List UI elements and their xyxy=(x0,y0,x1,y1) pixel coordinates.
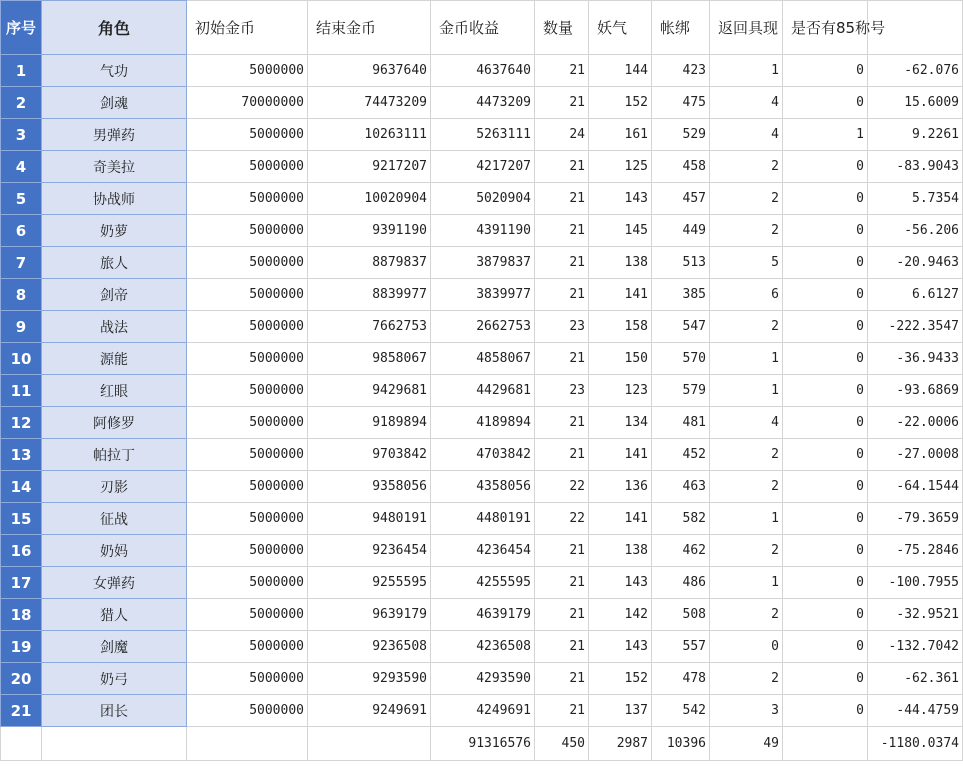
cell-value[interactable]: -22.0006 xyxy=(868,407,963,439)
cell-yaoqi[interactable]: 138 xyxy=(589,247,652,279)
cell-account-bound[interactable]: 449 xyxy=(652,215,710,247)
table-row xyxy=(1,503,963,535)
cell-has-85-title[interactable]: 0 xyxy=(783,55,868,87)
cell-role[interactable]: 征战 xyxy=(42,503,187,535)
table-row xyxy=(1,247,963,279)
table-row xyxy=(1,215,963,247)
total-yaoqi[interactable]: 2987 xyxy=(589,727,652,761)
cell-has-85-title[interactable]: 0 xyxy=(783,311,868,343)
cell-index[interactable]: 4 xyxy=(1,151,42,183)
cell-count[interactable]: 21 xyxy=(535,663,589,695)
cell-role[interactable]: 帕拉丁 xyxy=(42,439,187,471)
total-value[interactable]: -1180.0374 xyxy=(868,727,963,761)
cell-index[interactable]: 9 xyxy=(1,311,42,343)
header-count[interactable]: 数量 xyxy=(535,1,589,55)
cell-gold-profit[interactable]: 4358056 xyxy=(431,471,535,503)
cell-end-gold[interactable]: 7662753 xyxy=(308,311,431,343)
cell-return-item[interactable]: 2 xyxy=(710,215,783,247)
cell-has-85-title[interactable]: 0 xyxy=(783,279,868,311)
cell-count[interactable]: 24 xyxy=(535,119,589,151)
cell-value[interactable]: -132.7042 xyxy=(868,631,963,663)
cell-end-gold[interactable]: 8879837 xyxy=(308,247,431,279)
cell-initial-gold[interactable]: 5000000 xyxy=(187,631,308,663)
header-gold-profit[interactable]: 金币收益 xyxy=(431,1,535,55)
cell-yaoqi[interactable]: 161 xyxy=(589,119,652,151)
cell-end-gold[interactable]: 9236508 xyxy=(308,631,431,663)
cell-has-85-title[interactable]: 0 xyxy=(783,503,868,535)
cell-gold-profit[interactable]: 4236454 xyxy=(431,535,535,567)
cell-has-85-title[interactable]: 0 xyxy=(783,87,868,119)
cell-count[interactable]: 21 xyxy=(535,343,589,375)
cell-has-85-title[interactable]: 0 xyxy=(783,439,868,471)
cell-has-85-title[interactable]: 0 xyxy=(783,567,868,599)
cell-initial-gold[interactable]: 5000000 xyxy=(187,407,308,439)
header-index[interactable]: 序号 xyxy=(1,1,42,55)
cell-index[interactable]: 2 xyxy=(1,87,42,119)
cell-role[interactable]: 刃影 xyxy=(42,471,187,503)
cell-index[interactable]: 15 xyxy=(1,503,42,535)
cell-value[interactable]: -222.3547 xyxy=(868,311,963,343)
cell-gold-profit[interactable]: 4249691 xyxy=(431,695,535,727)
cell-count[interactable]: 21 xyxy=(535,55,589,87)
cell-gold-profit[interactable]: 4639179 xyxy=(431,599,535,631)
table-row xyxy=(1,151,963,183)
cell-return-item[interactable]: 1 xyxy=(710,343,783,375)
cell-return-item[interactable]: 2 xyxy=(710,151,783,183)
cell-initial-gold[interactable]: 5000000 xyxy=(187,599,308,631)
cell-initial-gold[interactable]: 5000000 xyxy=(187,151,308,183)
cell-end-gold[interactable]: 9637640 xyxy=(308,55,431,87)
cell-gold-profit[interactable]: 4189894 xyxy=(431,407,535,439)
cell-has-85-title[interactable]: 0 xyxy=(783,375,868,407)
cell-count[interactable]: 21 xyxy=(535,599,589,631)
cell-end-gold[interactable]: 9217207 xyxy=(308,151,431,183)
total-role[interactable] xyxy=(42,727,187,761)
cell-account-bound[interactable]: 423 xyxy=(652,55,710,87)
cell-initial-gold[interactable]: 5000000 xyxy=(187,343,308,375)
cell-index[interactable]: 19 xyxy=(1,631,42,663)
cell-count[interactable]: 22 xyxy=(535,471,589,503)
cell-gold-profit[interactable]: 4429681 xyxy=(431,375,535,407)
cell-has-85-title[interactable]: 0 xyxy=(783,471,868,503)
cell-gold-profit[interactable]: 5020904 xyxy=(431,183,535,215)
cell-role[interactable]: 团长 xyxy=(42,695,187,727)
cell-return-item[interactable]: 2 xyxy=(710,535,783,567)
cell-has-85-title[interactable]: 0 xyxy=(783,535,868,567)
cell-return-item[interactable]: 6 xyxy=(710,279,783,311)
cell-yaoqi[interactable]: 152 xyxy=(589,87,652,119)
cell-gold-profit[interactable]: 3879837 xyxy=(431,247,535,279)
header-end-gold[interactable]: 结束金币 xyxy=(308,1,431,55)
cell-value[interactable]: 6.6127 xyxy=(868,279,963,311)
cell-count[interactable]: 21 xyxy=(535,695,589,727)
cell-initial-gold[interactable]: 5000000 xyxy=(187,311,308,343)
cell-initial-gold[interactable]: 5000000 xyxy=(187,695,308,727)
cell-yaoqi[interactable]: 142 xyxy=(589,599,652,631)
table-row xyxy=(1,599,963,631)
cell-role[interactable]: 旅人 xyxy=(42,247,187,279)
cell-return-item[interactable]: 2 xyxy=(710,663,783,695)
cell-end-gold[interactable]: 9858067 xyxy=(308,343,431,375)
cell-end-gold[interactable]: 10263111 xyxy=(308,119,431,151)
cell-account-bound[interactable]: 542 xyxy=(652,695,710,727)
cell-account-bound[interactable]: 452 xyxy=(652,439,710,471)
cell-has-85-title[interactable]: 0 xyxy=(783,151,868,183)
header-initial-gold[interactable]: 初始金币 xyxy=(187,1,308,55)
table-row xyxy=(1,535,963,567)
cell-index[interactable]: 3 xyxy=(1,119,42,151)
cell-index[interactable]: 16 xyxy=(1,535,42,567)
cell-role[interactable]: 剑魔 xyxy=(42,631,187,663)
cell-yaoqi[interactable]: 138 xyxy=(589,535,652,567)
cell-yaoqi[interactable]: 152 xyxy=(589,663,652,695)
cell-index[interactable]: 10 xyxy=(1,343,42,375)
cell-gold-profit[interactable]: 4480191 xyxy=(431,503,535,535)
cell-initial-gold[interactable]: 5000000 xyxy=(187,567,308,599)
cell-role[interactable]: 猎人 xyxy=(42,599,187,631)
cell-role[interactable]: 剑帝 xyxy=(42,279,187,311)
cell-yaoqi[interactable]: 141 xyxy=(589,503,652,535)
cell-index[interactable]: 21 xyxy=(1,695,42,727)
cell-count[interactable]: 21 xyxy=(535,247,589,279)
cell-gold-profit[interactable]: 4217207 xyxy=(431,151,535,183)
cell-count[interactable]: 21 xyxy=(535,183,589,215)
cell-index[interactable]: 8 xyxy=(1,279,42,311)
cell-end-gold[interactable]: 74473209 xyxy=(308,87,431,119)
cell-yaoqi[interactable]: 143 xyxy=(589,567,652,599)
total-has-85-title[interactable] xyxy=(783,727,868,761)
cell-initial-gold[interactable]: 5000000 xyxy=(187,119,308,151)
cell-return-item[interactable]: 1 xyxy=(710,375,783,407)
cell-account-bound[interactable]: 570 xyxy=(652,343,710,375)
cell-initial-gold[interactable]: 5000000 xyxy=(187,247,308,279)
cell-count[interactable]: 21 xyxy=(535,151,589,183)
cell-account-bound[interactable]: 579 xyxy=(652,375,710,407)
total-return-item[interactable]: 49 xyxy=(710,727,783,761)
cell-account-bound[interactable]: 481 xyxy=(652,407,710,439)
cell-end-gold[interactable]: 9480191 xyxy=(308,503,431,535)
cell-value[interactable]: -56.206 xyxy=(868,215,963,247)
cell-return-item[interactable]: 5 xyxy=(710,247,783,279)
cell-return-item[interactable]: 1 xyxy=(710,567,783,599)
table-row xyxy=(1,55,963,87)
cell-role[interactable]: 男弹药 xyxy=(42,119,187,151)
cell-initial-gold[interactable]: 5000000 xyxy=(187,375,308,407)
cell-end-gold[interactable]: 8839977 xyxy=(308,279,431,311)
total-index[interactable] xyxy=(1,727,42,761)
cell-return-item[interactable]: 2 xyxy=(710,311,783,343)
cell-index[interactable]: 17 xyxy=(1,567,42,599)
cell-return-item[interactable]: 2 xyxy=(710,439,783,471)
cell-initial-gold[interactable]: 5000000 xyxy=(187,503,308,535)
cell-gold-profit[interactable]: 4255595 xyxy=(431,567,535,599)
cell-return-item[interactable]: 3 xyxy=(710,695,783,727)
cell-account-bound[interactable]: 462 xyxy=(652,535,710,567)
cell-role[interactable]: 奶萝 xyxy=(42,215,187,247)
cell-role[interactable]: 气功 xyxy=(42,55,187,87)
cell-gold-profit[interactable]: 3839977 xyxy=(431,279,535,311)
cell-account-bound[interactable]: 475 xyxy=(652,87,710,119)
cell-value[interactable]: -36.9433 xyxy=(868,343,963,375)
cell-end-gold[interactable]: 9293590 xyxy=(308,663,431,695)
cell-value[interactable]: 5.7354 xyxy=(868,183,963,215)
cell-initial-gold[interactable]: 5000000 xyxy=(187,279,308,311)
table-row xyxy=(1,567,963,599)
cell-account-bound[interactable]: 458 xyxy=(652,151,710,183)
cell-role[interactable]: 协战师 xyxy=(42,183,187,215)
cell-role[interactable]: 战法 xyxy=(42,311,187,343)
cell-return-item[interactable]: 4 xyxy=(710,119,783,151)
cell-return-item[interactable]: 4 xyxy=(710,407,783,439)
cell-index[interactable]: 18 xyxy=(1,599,42,631)
cell-gold-profit[interactable]: 4703842 xyxy=(431,439,535,471)
cell-role[interactable]: 源能 xyxy=(42,343,187,375)
cell-yaoqi[interactable]: 143 xyxy=(589,631,652,663)
cell-end-gold[interactable]: 9236454 xyxy=(308,535,431,567)
cell-yaoqi[interactable]: 134 xyxy=(589,407,652,439)
cell-account-bound[interactable]: 463 xyxy=(652,471,710,503)
table-row xyxy=(1,439,963,471)
cell-return-item[interactable]: 1 xyxy=(710,55,783,87)
cell-gold-profit[interactable]: 4858067 xyxy=(431,343,535,375)
cell-value[interactable]: -100.7955 xyxy=(868,567,963,599)
cell-yaoqi[interactable]: 141 xyxy=(589,279,652,311)
cell-count[interactable]: 21 xyxy=(535,631,589,663)
cell-yaoqi[interactable]: 125 xyxy=(589,151,652,183)
cell-account-bound[interactable]: 582 xyxy=(652,503,710,535)
cell-return-item[interactable]: 0 xyxy=(710,631,783,663)
cell-index[interactable]: 14 xyxy=(1,471,42,503)
header-has-85-title[interactable]: 是否有85称号 xyxy=(783,1,868,55)
cell-account-bound[interactable]: 457 xyxy=(652,183,710,215)
cell-return-item[interactable]: 2 xyxy=(710,599,783,631)
total-account-bound[interactable]: 10396 xyxy=(652,727,710,761)
cell-end-gold[interactable]: 9189894 xyxy=(308,407,431,439)
cell-account-bound[interactable]: 547 xyxy=(652,311,710,343)
cell-end-gold[interactable]: 9255595 xyxy=(308,567,431,599)
total-initial-gold[interactable] xyxy=(187,727,308,761)
cell-yaoqi[interactable]: 137 xyxy=(589,695,652,727)
header-yaoqi[interactable]: 妖气 xyxy=(589,1,652,55)
cell-value[interactable]: -83.9043 xyxy=(868,151,963,183)
cell-count[interactable]: 21 xyxy=(535,215,589,247)
header-return-item[interactable]: 返回具现 xyxy=(710,1,783,55)
cell-initial-gold[interactable]: 5000000 xyxy=(187,535,308,567)
table-row xyxy=(1,631,963,663)
header-account-bound[interactable]: 帐绑 xyxy=(652,1,710,55)
cell-has-85-title[interactable]: 0 xyxy=(783,215,868,247)
cell-initial-gold[interactable]: 5000000 xyxy=(187,439,308,471)
cell-yaoqi[interactable]: 150 xyxy=(589,343,652,375)
cell-index[interactable]: 5 xyxy=(1,183,42,215)
cell-has-85-title[interactable]: 0 xyxy=(783,183,868,215)
cell-yaoqi[interactable]: 136 xyxy=(589,471,652,503)
cell-gold-profit[interactable]: 4637640 xyxy=(431,55,535,87)
cell-yaoqi[interactable]: 144 xyxy=(589,55,652,87)
cell-return-item[interactable]: 2 xyxy=(710,471,783,503)
cell-role[interactable]: 奶弓 xyxy=(42,663,187,695)
total-end-gold[interactable] xyxy=(308,727,431,761)
cell-count[interactable]: 22 xyxy=(535,503,589,535)
cell-value[interactable]: -62.076 xyxy=(868,55,963,87)
cell-initial-gold[interactable]: 70000000 xyxy=(187,87,308,119)
cell-yaoqi[interactable]: 141 xyxy=(589,439,652,471)
header-role[interactable]: 角色 xyxy=(42,1,187,55)
cell-has-85-title[interactable]: 0 xyxy=(783,631,868,663)
cell-initial-gold[interactable]: 5000000 xyxy=(187,183,308,215)
table-row xyxy=(1,375,963,407)
cell-gold-profit[interactable]: 4293590 xyxy=(431,663,535,695)
cell-value[interactable]: -27.0008 xyxy=(868,439,963,471)
total-count[interactable]: 450 xyxy=(535,727,589,761)
table-row xyxy=(1,407,963,439)
cell-end-gold[interactable]: 9249691 xyxy=(308,695,431,727)
cell-value[interactable]: 15.6009 xyxy=(868,87,963,119)
cell-has-85-title[interactable]: 1 xyxy=(783,119,868,151)
table-row xyxy=(1,663,963,695)
cell-gold-profit[interactable]: 4391190 xyxy=(431,215,535,247)
cell-count[interactable]: 23 xyxy=(535,311,589,343)
cell-index[interactable]: 11 xyxy=(1,375,42,407)
table-row xyxy=(1,471,963,503)
cell-index[interactable]: 13 xyxy=(1,439,42,471)
cell-count[interactable]: 21 xyxy=(535,439,589,471)
cell-role[interactable]: 剑魂 xyxy=(42,87,187,119)
cell-gold-profit[interactable]: 5263111 xyxy=(431,119,535,151)
cell-value[interactable]: 9.2261 xyxy=(868,119,963,151)
cell-has-85-title[interactable]: 0 xyxy=(783,407,868,439)
cell-yaoqi[interactable]: 158 xyxy=(589,311,652,343)
cell-end-gold[interactable]: 9429681 xyxy=(308,375,431,407)
cell-has-85-title[interactable]: 0 xyxy=(783,663,868,695)
cell-index[interactable]: 6 xyxy=(1,215,42,247)
cell-has-85-title[interactable]: 0 xyxy=(783,343,868,375)
cell-value[interactable]: -93.6869 xyxy=(868,375,963,407)
cell-end-gold[interactable]: 9358056 xyxy=(308,471,431,503)
cell-value[interactable]: -62.361 xyxy=(868,663,963,695)
cell-yaoqi[interactable]: 145 xyxy=(589,215,652,247)
cell-return-item[interactable]: 1 xyxy=(710,503,783,535)
cell-count[interactable]: 23 xyxy=(535,375,589,407)
cell-index[interactable]: 12 xyxy=(1,407,42,439)
cell-role[interactable]: 奇美拉 xyxy=(42,151,187,183)
cell-account-bound[interactable]: 513 xyxy=(652,247,710,279)
cell-end-gold[interactable]: 10020904 xyxy=(308,183,431,215)
table-row xyxy=(1,183,963,215)
cell-value[interactable]: -32.9521 xyxy=(868,599,963,631)
total-gold-profit[interactable]: 91316576 xyxy=(431,727,535,761)
cell-end-gold[interactable]: 9391190 xyxy=(308,215,431,247)
cell-end-gold[interactable]: 9639179 xyxy=(308,599,431,631)
cell-count[interactable]: 21 xyxy=(535,407,589,439)
cell-yaoqi[interactable]: 143 xyxy=(589,183,652,215)
cell-account-bound[interactable]: 529 xyxy=(652,119,710,151)
cell-has-85-title[interactable]: 0 xyxy=(783,599,868,631)
cell-return-item[interactable]: 4 xyxy=(710,87,783,119)
cell-has-85-title[interactable]: 0 xyxy=(783,695,868,727)
cell-index[interactable]: 1 xyxy=(1,55,42,87)
cell-yaoqi[interactable]: 123 xyxy=(589,375,652,407)
cell-initial-gold[interactable]: 5000000 xyxy=(187,663,308,695)
cell-value[interactable]: -75.2846 xyxy=(868,535,963,567)
cell-initial-gold[interactable]: 5000000 xyxy=(187,215,308,247)
cell-account-bound[interactable]: 508 xyxy=(652,599,710,631)
cell-value[interactable]: -79.3659 xyxy=(868,503,963,535)
cell-value[interactable]: -44.4759 xyxy=(868,695,963,727)
header-row xyxy=(1,1,963,55)
cell-role[interactable]: 阿修罗 xyxy=(42,407,187,439)
cell-account-bound[interactable]: 557 xyxy=(652,631,710,663)
cell-value[interactable]: -20.9463 xyxy=(868,247,963,279)
cell-count[interactable]: 21 xyxy=(535,535,589,567)
table-row xyxy=(1,695,963,727)
cell-gold-profit[interactable]: 2662753 xyxy=(431,311,535,343)
table-row xyxy=(1,343,963,375)
cell-initial-gold[interactable]: 5000000 xyxy=(187,55,308,87)
cell-count[interactable]: 21 xyxy=(535,567,589,599)
cell-value[interactable]: -64.1544 xyxy=(868,471,963,503)
cell-initial-gold[interactable]: 5000000 xyxy=(187,471,308,503)
table-row xyxy=(1,87,963,119)
table-row xyxy=(1,279,963,311)
cell-has-85-title[interactable]: 0 xyxy=(783,247,868,279)
cell-count[interactable]: 21 xyxy=(535,87,589,119)
cell-account-bound[interactable]: 385 xyxy=(652,279,710,311)
cell-count[interactable]: 21 xyxy=(535,279,589,311)
cell-index[interactable]: 7 xyxy=(1,247,42,279)
cell-account-bound[interactable]: 486 xyxy=(652,567,710,599)
cell-role[interactable]: 奶妈 xyxy=(42,535,187,567)
cell-role[interactable]: 红眼 xyxy=(42,375,187,407)
cell-gold-profit[interactable]: 4473209 xyxy=(431,87,535,119)
table-row xyxy=(1,119,963,151)
cell-end-gold[interactable]: 9703842 xyxy=(308,439,431,471)
totals-row xyxy=(1,727,963,761)
table-row xyxy=(1,311,963,343)
cell-role[interactable]: 女弹药 xyxy=(42,567,187,599)
cell-return-item[interactable]: 2 xyxy=(710,183,783,215)
cell-gold-profit[interactable]: 4236508 xyxy=(431,631,535,663)
table-body xyxy=(1,1,963,761)
cell-account-bound[interactable]: 478 xyxy=(652,663,710,695)
cell-index[interactable]: 20 xyxy=(1,663,42,695)
